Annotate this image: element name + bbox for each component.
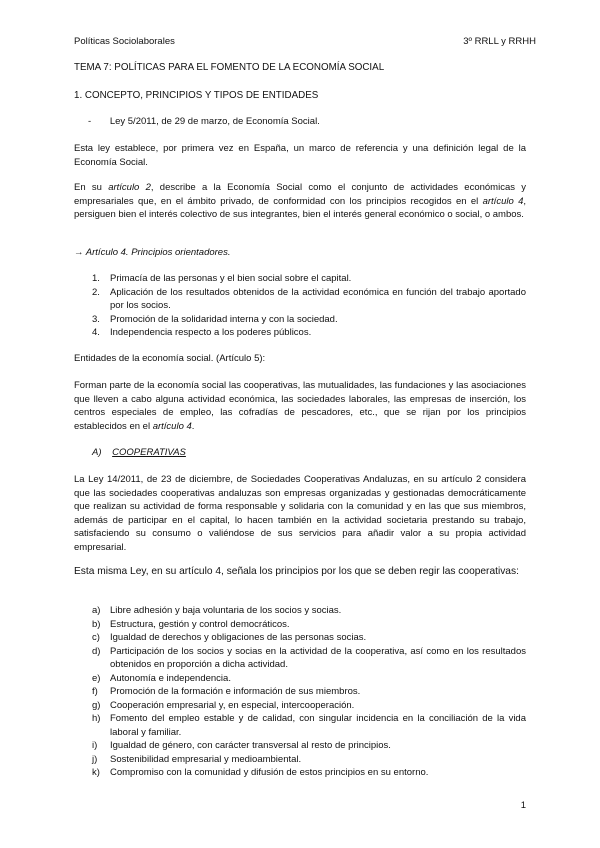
section-heading: 1. CONCEPTO, PRINCIPIOS Y TIPOS DE ENTIDADES bbox=[74, 90, 319, 101]
dash-marker: - bbox=[88, 116, 92, 127]
list-marker: 3. bbox=[92, 313, 100, 325]
list-marker: 4. bbox=[92, 327, 100, 338]
list-marker: b) bbox=[92, 618, 101, 630]
list-marker: i) bbox=[92, 740, 98, 751]
list-marker: c) bbox=[92, 632, 100, 643]
paragraph-article2 bbox=[74, 181, 526, 222]
header-right: 3º RRLL y RRHH bbox=[463, 36, 536, 47]
list-item-text: Promoción de la solidaridad interna y con la sociedad. bbox=[110, 313, 338, 325]
list-marker: 2. bbox=[92, 286, 100, 298]
coop-principles-list bbox=[92, 604, 526, 780]
principle-item bbox=[92, 313, 526, 327]
text-run-italic: artículo 2 bbox=[108, 182, 151, 193]
paragraph-coop-principles-intro: Esta misma Ley, en su artículo 4, señala los principios por los que se deben regir las cooperativas: bbox=[74, 566, 519, 577]
list-marker: d) bbox=[92, 645, 101, 657]
principle-item bbox=[92, 272, 526, 286]
list-item-text: Aplicación de los resultados obtenidos de la actividad económica en función del trabajo aportado por los socios. bbox=[110, 286, 526, 311]
list-item-text: Igualdad de derechos y obligaciones de las personas socias. bbox=[110, 632, 367, 643]
list-item-text: Promoción de la formación e información de sus miembros. bbox=[110, 686, 361, 697]
coop-heading-marker: A) bbox=[92, 447, 102, 458]
text-run: En su bbox=[74, 182, 109, 193]
list-item-text: Cooperación empresarial y, en especial, intercooperación. bbox=[110, 699, 355, 711]
list-item-text: Igualdad de género, con carácter transversal al resto de principios. bbox=[110, 740, 391, 751]
coop-heading bbox=[92, 446, 544, 460]
coop-principle-item bbox=[92, 672, 526, 686]
coop-principle-item bbox=[92, 766, 526, 780]
principle-item bbox=[92, 286, 526, 313]
coop-heading-text: COOPERATIVAS bbox=[112, 447, 186, 458]
coop-principle-item bbox=[92, 618, 526, 632]
text-run: , describe a la Economía Social como el conjunto de actividades económicas y empresariales que, en el ámbito privado, de conformidad con los principios recogidos en el bbox=[74, 182, 527, 207]
coop-principle-item bbox=[92, 699, 526, 713]
text-run: . bbox=[191, 420, 195, 432]
list-item-text: Fomento del empleo estable y de calidad, con singular incidencia en la conciliación de la vida laboral y familiar. bbox=[110, 713, 526, 738]
list-marker: k) bbox=[92, 767, 100, 778]
coop-principle-item bbox=[92, 739, 526, 753]
paragraph-intro: Esta ley establece, por primera vez en España, un marco de referencia y una definición legal de la Economía Social. bbox=[74, 143, 526, 168]
text-run: Forman parte de la economía social las cooperativas, las mutualidades, las fundaciones y las asociaciones que lleven a cabo alguna actividad económica, las sociedades laborales, las empresas de inserción, los centros especiales de empleo, las cofradías de pescadores, etc., que se rijan por los principios establecidos en el bbox=[74, 380, 526, 432]
entities-heading: Entidades de la economía social. (Artículo 5): bbox=[74, 353, 266, 364]
list-marker: j) bbox=[92, 753, 98, 765]
paragraph-entities bbox=[74, 379, 526, 433]
page-number: 1 bbox=[520, 800, 526, 811]
law-bullet-text: Ley 5/2011, de 29 de marzo, de Economía Social. bbox=[109, 116, 320, 127]
list-marker: f) bbox=[92, 686, 98, 697]
coop-principle-item bbox=[92, 753, 526, 767]
text-run-italic: artículo 4 bbox=[152, 420, 192, 432]
list-marker: a) bbox=[92, 605, 101, 616]
text-run: , persiguen bien el interés colectivo de sus integrantes, bien el interés general económico o social, o ambos. bbox=[74, 195, 526, 220]
list-item-text: Sostenibilidad empresarial y medioambiental. bbox=[110, 753, 302, 765]
list-marker: g) bbox=[92, 699, 101, 711]
list-item-text: Compromiso con la comunidad y difusión de estos principios en su entorno. bbox=[110, 767, 429, 778]
principles-list bbox=[92, 272, 526, 340]
coop-principle-item bbox=[92, 604, 526, 618]
coop-principle-item bbox=[92, 645, 526, 672]
list-item-text: Primacía de las personas y el bien social sobre el capital. bbox=[110, 273, 352, 284]
list-marker: 1. bbox=[92, 273, 100, 284]
coop-principle-item bbox=[92, 631, 526, 645]
paragraph-coop-law: La Ley 14/2011, de 23 de diciembre, de Sociedades Cooperativas Andaluzas, en su artículo 2 considera que las sociedades cooperativas andaluzas son empresas organizadas y gestionadas democráticamente que realizan su actividad de forma responsable y solidaria con la comunidad y en las que sus miembros, además de participar en el capital, lo hacen también en la actividad societaria prestando su trabajo, satisfaciendo su consumo o valiéndose de sus servicios para añadir valor a su propia actividad empresarial. bbox=[74, 474, 526, 553]
coop-principle-item bbox=[92, 712, 526, 739]
list-item-text: Independencia respecto a los poderes públicos. bbox=[110, 327, 312, 338]
principle-item bbox=[92, 326, 526, 340]
list-marker: e) bbox=[92, 672, 101, 684]
header-left: Políticas Sociolaborales bbox=[74, 36, 175, 47]
list-item-text: Autonomía e independencia. bbox=[110, 672, 231, 684]
article4-heading: → Artículo 4. Principios orientadores. bbox=[74, 247, 231, 258]
list-marker: h) bbox=[92, 713, 101, 724]
list-item-text: Libre adhesión y baja voluntaria de los socios y socias. bbox=[110, 605, 342, 616]
list-item-text: Estructura, gestión y control democráticos. bbox=[110, 618, 290, 630]
list-item-text: Participación de los socios y socias en la actividad de la cooperativa, así como en los resultados obtenidos en proporción a dicha actividad. bbox=[110, 645, 526, 670]
law-bullet bbox=[88, 116, 320, 127]
text-run-italic: artículo 4 bbox=[482, 195, 524, 207]
coop-principle-item bbox=[92, 685, 526, 699]
document-title: TEMA 7: POLÍTICAS PARA EL FOMENTO DE LA ECONOMÍA SOCIAL bbox=[74, 62, 385, 73]
